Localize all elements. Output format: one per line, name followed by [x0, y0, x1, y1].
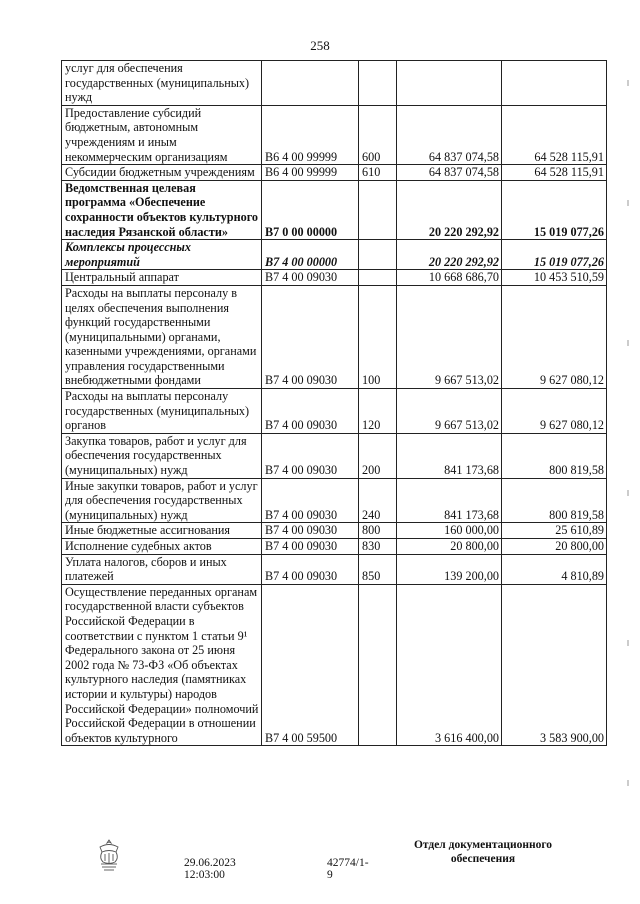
table-row — [62, 584, 607, 746]
amount-second-year-cell: 20 800,00 — [502, 539, 607, 555]
target-article-code-cell: В7 4 00 09030 — [262, 539, 359, 555]
expense-kind-cell — [359, 270, 397, 286]
table-row — [62, 165, 607, 181]
expense-kind-cell: 200 — [359, 433, 397, 478]
expense-name-cell: Осуществление переданных органам государственной власти субъектов Российской Федерации в соответствии с пунктом 1 статьи 9¹ Федерального закона от 25 июня 2002 года № 73-ФЗ «Об объектах культурного наследия (памятниках истории и культуры) народов Российской Федерации» полномочий Российской Федерации в отношении объектов культурного — [62, 584, 262, 746]
table-row — [62, 389, 607, 434]
expense-kind-cell: 800 — [359, 523, 397, 539]
amount-first-year-cell: 841 173,68 — [397, 478, 502, 523]
expense-name-cell: Закупка товаров, работ и услуг для обеспечения государственных (муниципальных) нужд — [62, 433, 262, 478]
target-article-code-cell — [262, 61, 359, 106]
amount-second-year-cell — [502, 61, 607, 106]
table-row — [62, 523, 607, 539]
amount-second-year-cell: 4 810,89 — [502, 554, 607, 584]
amount-first-year-cell: 160 000,00 — [397, 523, 502, 539]
department-stamp — [398, 838, 568, 866]
amount-second-year-cell: 3 583 900,00 — [502, 584, 607, 746]
expense-kind-cell: 120 — [359, 389, 397, 434]
target-article-code-cell: В7 4 00 09030 — [262, 285, 359, 388]
target-article-code-cell: В7 4 00 09030 — [262, 554, 359, 584]
table-row — [62, 285, 607, 388]
expense-name-cell: Предоставление субсидий бюджетным, автономным учреждениям и иным некоммерческим организациям — [62, 105, 262, 164]
amount-first-year-cell: 3 616 400,00 — [397, 584, 502, 746]
amount-second-year-cell: 800 819,58 — [502, 433, 607, 478]
target-article-code-cell: В7 4 00 09030 — [262, 270, 359, 286]
amount-first-year-cell — [397, 61, 502, 106]
target-article-code-cell: В7 4 00 59500 — [262, 584, 359, 746]
budget-table-body — [62, 61, 607, 746]
table-row — [62, 105, 607, 164]
amount-first-year-cell: 20 800,00 — [397, 539, 502, 555]
amount-first-year-cell: 20 220 292,92 — [397, 180, 502, 239]
target-article-code-cell: В7 4 00 09030 — [262, 389, 359, 434]
expense-kind-cell — [359, 180, 397, 239]
table-row — [62, 240, 607, 270]
amount-first-year-cell: 64 837 074,58 — [397, 105, 502, 164]
expense-name-cell: Расходы на выплаты персоналу государственных (муниципальных) органов — [62, 389, 262, 434]
department-line-1: Отдел документационного — [413, 839, 553, 851]
expense-kind-cell: 610 — [359, 165, 397, 181]
table-row — [62, 554, 607, 584]
expense-name-cell: Ведомственная целевая программа «Обеспечение сохранности объектов культурного наследия Рязанской области» — [62, 180, 262, 239]
expense-kind-cell: 600 — [359, 105, 397, 164]
budget-table — [61, 60, 607, 746]
expense-kind-cell — [359, 584, 397, 746]
expense-name-cell: Иные бюджетные ассигнования — [62, 523, 262, 539]
amount-first-year-cell: 9 667 513,02 — [397, 285, 502, 388]
amount-first-year-cell: 9 667 513,02 — [397, 389, 502, 434]
signature-datetime: 29.06.2023 12:03:00 — [184, 857, 236, 881]
expense-kind-cell — [359, 240, 397, 270]
expense-name-cell: Уплата налогов, сборов и иных платежей — [62, 554, 262, 584]
amount-second-year-cell: 64 528 115,91 — [502, 165, 607, 181]
page-number: 258 — [310, 38, 330, 53]
amount-first-year-cell: 10 668 686,70 — [397, 270, 502, 286]
table-row — [62, 180, 607, 239]
amount-second-year-cell: 64 528 115,91 — [502, 105, 607, 164]
target-article-code-cell: В7 4 00 09030 — [262, 433, 359, 478]
target-article-code-cell: В6 4 00 99999 — [262, 165, 359, 181]
table-row — [62, 270, 607, 286]
amount-second-year-cell: 10 453 510,59 — [502, 270, 607, 286]
table-row — [62, 539, 607, 555]
target-article-code-cell: В6 4 00 99999 — [262, 105, 359, 164]
amount-first-year-cell: 64 837 074,58 — [397, 165, 502, 181]
amount-first-year-cell: 20 220 292,92 — [397, 240, 502, 270]
amount-first-year-cell: 841 173,68 — [397, 433, 502, 478]
department-line-2: обеспечения — [450, 853, 516, 865]
table-row — [62, 478, 607, 523]
table-row — [62, 433, 607, 478]
amount-second-year-cell: 25 610,89 — [502, 523, 607, 539]
expense-name-cell: услуг для обеспечения государственных (муниципальных) нужд — [62, 61, 262, 106]
coat-of-arms-icon — [94, 838, 124, 874]
target-article-code-cell: В7 4 00 09030 — [262, 523, 359, 539]
amount-second-year-cell: 800 819,58 — [502, 478, 607, 523]
expense-name-cell: Расходы на выплаты персоналу в целях обеспечения выполнения функций государственными (муниципальными) органами, казенными учреждениями, органами управления государственными внебюджетными фондами — [62, 285, 262, 388]
target-article-code-cell: В7 0 00 00000 — [262, 180, 359, 239]
expense-kind-cell: 100 — [359, 285, 397, 388]
expense-name-cell: Центральный аппарат — [62, 270, 262, 286]
expense-kind-cell: 240 — [359, 478, 397, 523]
amount-second-year-cell: 15 019 077,26 — [502, 240, 607, 270]
expense-name-cell: Субсидии бюджетным учреждениям — [62, 165, 262, 181]
amount-first-year-cell: 139 200,00 — [397, 554, 502, 584]
target-article-code-cell: В7 4 00 09030 — [262, 478, 359, 523]
amount-second-year-cell: 9 627 080,12 — [502, 285, 607, 388]
expense-name-cell: Иные закупки товаров, работ и услуг для обеспечения государственных (муниципальных) нужд — [62, 478, 262, 523]
table-row — [62, 61, 607, 106]
scan-edge-marks — [626, 80, 630, 840]
expense-kind-cell: 830 — [359, 539, 397, 555]
expense-name-cell: Комплексы процессных мероприятий — [62, 240, 262, 270]
expense-kind-cell: 850 — [359, 554, 397, 584]
target-article-code-cell: В7 4 00 00000 — [262, 240, 359, 270]
amount-second-year-cell: 9 627 080,12 — [502, 389, 607, 434]
document-number: 42774/1-9 — [327, 857, 369, 881]
amount-second-year-cell: 15 019 077,26 — [502, 180, 607, 239]
expense-name-cell: Исполнение судебных актов — [62, 539, 262, 555]
expense-kind-cell — [359, 61, 397, 106]
